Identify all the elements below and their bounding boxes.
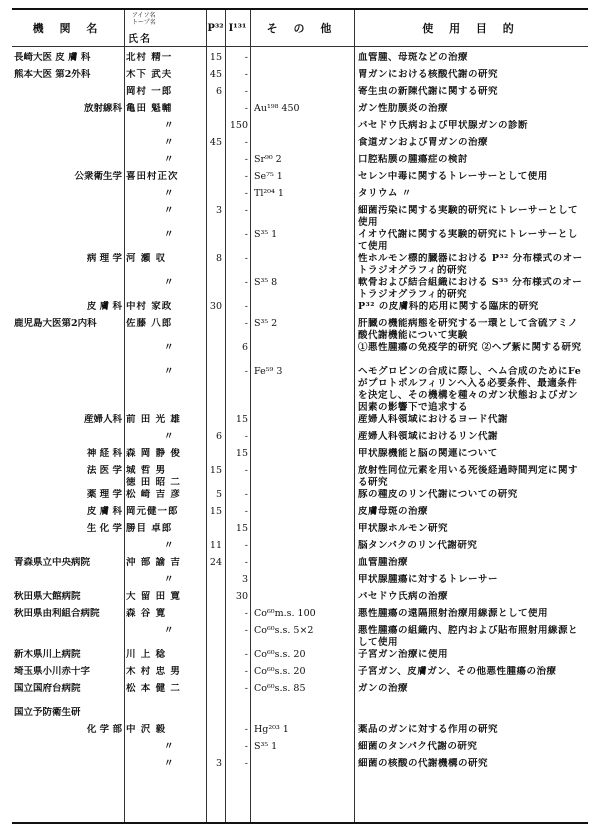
i131-amount-cell: - (244, 557, 248, 568)
other-isotope-cell: Fe⁵⁹ 3 (254, 366, 283, 377)
header-i131: I¹³¹ (228, 22, 247, 34)
table-row (12, 205, 588, 229)
researcher-name-cell: 〃 (164, 188, 175, 199)
other-isotope-cell: Co⁶⁰s.s. 20 (254, 649, 306, 660)
purpose-cell: 皮膚母斑の治療 (358, 506, 429, 517)
table-row (12, 608, 588, 625)
researcher-name-cell: 河 瀬 収 (126, 253, 167, 264)
researcher-name-cell: 〃 (164, 431, 175, 442)
institution-cell: 青森県立中央病院 (14, 557, 91, 568)
p32-amount-cell: 24 (209, 557, 222, 568)
researcher-name-cell: 亀田 魁輔 (126, 103, 173, 114)
table-row (12, 277, 588, 301)
purpose-cell: バセドウ氏病および甲状腺ガンの診断 (358, 120, 529, 131)
i131-amount-cell: - (244, 666, 248, 677)
purpose-cell: セレン中毒に関するトレーサーとして使用 (358, 171, 548, 182)
i131-amount-cell: - (244, 649, 248, 660)
purpose-cell: タリウム 〃 (358, 188, 412, 199)
researcher-name-cell: 〃 (164, 205, 175, 216)
table-row (12, 137, 588, 154)
researcher-name-cell: 〃 (164, 741, 175, 752)
i131-amount-cell: - (244, 277, 248, 288)
purpose-cell: 胃ガンにおける核酸代謝の研究 (358, 69, 499, 80)
i131-amount-cell: - (244, 137, 248, 148)
header-name-cell (124, 10, 206, 46)
other-isotope-cell: Tl²⁰⁴ 1 (254, 188, 284, 199)
i131-amount-cell: 15 (235, 448, 248, 459)
table-row (12, 120, 588, 137)
p32-amount-cell: 15 (209, 465, 222, 476)
researcher-name-cell: 前 田 光 雄 (126, 414, 181, 425)
i131-amount-cell: - (244, 683, 248, 694)
p32-amount-cell: 45 (209, 69, 222, 80)
purpose-cell: 悪性腫瘍の組織内、腔内および貼布照射用線源として使用 (358, 625, 579, 648)
table-row (12, 591, 588, 608)
p32-amount-cell: 6 (215, 431, 222, 442)
purpose-cell: バセドウ氏病の治療 (358, 591, 449, 602)
institution-cell: 埼玉県小川赤十字 (14, 666, 91, 677)
researcher-name-cell: 〃 (164, 154, 175, 165)
purpose-cell: 血管腫治療 (358, 557, 409, 568)
institution-cell: 放射線科 (83, 103, 122, 114)
table-row (12, 758, 588, 775)
header-institution: 機 関 名 (32, 22, 104, 35)
purpose-cell: ガン性肋膜炎の治療 (358, 103, 449, 114)
researcher-name-cell: 〃 (164, 574, 175, 585)
i131-amount-cell: 30 (235, 591, 248, 602)
header-purpose: 使 用 目 的 (422, 22, 520, 35)
purpose-cell: 産婦人科領域におけるヨード代謝 (358, 414, 509, 425)
table-row (12, 540, 588, 557)
researcher-name-cell: 勝目 卓郎 (126, 523, 173, 534)
other-isotope-cell: Hg²⁰³ 1 (254, 724, 289, 735)
p32-amount-cell: 11 (209, 540, 222, 551)
table-row (12, 171, 588, 188)
header-name: 氏名 (128, 34, 152, 45)
purpose-cell: 子宮ガン治療に使用 (358, 649, 449, 660)
researcher-name-cell: 〃 (164, 625, 175, 636)
purpose-cell (358, 707, 586, 724)
institution-cell: 薬 理 学 (86, 489, 122, 500)
researcher-name-cell: 中 沢 毅 (126, 724, 167, 735)
table-row (12, 52, 588, 69)
institution-cell: 皮 膚 科 (86, 506, 122, 517)
purpose-cell: 悪性腫瘍の遠隔照射治療用線源として使用 (358, 608, 549, 619)
i131-amount-cell: - (244, 52, 248, 63)
institution-cell: 秋田県由利組合病院 (14, 608, 100, 619)
institution-cell: 秋田県大館病院 (14, 591, 81, 602)
institution-cell: 法 医 学 (86, 465, 122, 476)
table-row (12, 366, 588, 414)
header-p32: P³² (207, 22, 224, 34)
purpose-cell: ①悪性腫瘍の免疫学的研究 ②ヘプ紫に関する研究 (358, 342, 582, 353)
table-row (12, 301, 588, 318)
purpose-cell: 放射性同位元素を用いる死後経過時間判定に関する研究 (358, 465, 579, 488)
i131-amount-cell: - (244, 188, 248, 199)
purpose-cell: 子宮ガン、皮膚ガン、その他悪性腫瘍の治療 (358, 666, 557, 677)
researcher-name-cell: 城 哲 男 (126, 465, 167, 476)
other-isotope-cell: Se⁷⁵ 1 (254, 171, 283, 182)
table-row (12, 69, 588, 86)
researcher-name-cell: 〃 (164, 366, 175, 377)
i131-amount-cell: 3 (241, 574, 248, 585)
table-row (12, 154, 588, 171)
isotope-usage-table (12, 8, 588, 824)
researcher-name-cell: 木下 武夫 (126, 69, 173, 80)
i131-amount-cell: - (244, 758, 248, 769)
purpose-cell: 口腔粘膜の腫瘍症の検討 (358, 154, 469, 165)
researcher-name-cell: 〃 (164, 342, 175, 353)
researcher-name-cell: 〃 (164, 277, 175, 288)
institution-cell: 神 経 科 (86, 448, 122, 459)
table-row (12, 465, 588, 489)
i131-amount-cell: - (244, 229, 248, 240)
purpose-cell: 肝臓の機能病態を研究する一環として含硫アミノ酸代謝機能について実験 (358, 318, 579, 341)
i131-amount-cell: - (244, 86, 248, 97)
researcher-name-cell: 川 上 稔 (126, 649, 167, 660)
p32-amount-cell: 5 (215, 489, 222, 500)
i131-amount-cell: 15 (235, 414, 248, 425)
i131-amount-cell: 150 (229, 120, 248, 131)
table-row (12, 649, 588, 666)
i131-amount-cell: - (244, 318, 248, 329)
researcher-name-cell: 〃 (164, 229, 175, 240)
table-row (12, 448, 588, 465)
table-row (12, 86, 588, 103)
header-divider (12, 46, 588, 47)
table-row (12, 724, 588, 741)
table-row (12, 557, 588, 574)
institution-cell: 鹿児島大医第2内科 (14, 318, 97, 329)
purpose-cell: ガンの治療 (358, 683, 409, 694)
other-isotope-cell: S³⁵ 2 (254, 318, 278, 329)
i131-amount-cell: - (244, 301, 248, 312)
table-row (12, 188, 588, 205)
purpose-cell: 血管腫、母斑などの治療 (358, 52, 469, 63)
institution-cell: 化 学 部 (86, 724, 122, 735)
researcher-name-cell: 大 留 田 寛 (126, 591, 181, 602)
table-row (12, 253, 588, 277)
purpose-cell: 寄生虫の新陳代謝に関する研究 (358, 86, 499, 97)
other-isotope-cell: S³⁵ 1 (254, 229, 278, 240)
institution-cell: 長崎大医 皮 膚 科 (14, 52, 91, 63)
purpose-cell: ヘモグロビンの合成に際し、ヘム合成のためにFeがプロトポルフィリンへ入る必要条件、最適条件を決定し、その機構を種々のガン状態およびガン因素の影響下で追求する (358, 366, 582, 413)
table-row (12, 342, 588, 366)
other-isotope-cell: Co⁶⁰s.s. 85 (254, 683, 306, 694)
researcher-name-cell: 中村 家政 (126, 301, 173, 312)
p32-amount-cell: 8 (215, 253, 222, 264)
researcher-name-cell: 木 村 忠 男 (126, 666, 181, 677)
i131-amount-cell: 6 (241, 342, 248, 353)
researcher-name-cell: 松 本 健 二 (126, 683, 181, 694)
institution-cell: 産婦人科 (83, 414, 122, 425)
institution-cell: 国立予防衛生研 (14, 707, 81, 718)
researcher-name-cell: 岡元健一郎 (126, 506, 179, 517)
researcher-name-cell: 〃 (164, 540, 175, 551)
table-row (12, 666, 588, 683)
p32-amount-cell: 3 (215, 205, 222, 216)
i131-amount-cell: - (244, 205, 248, 216)
purpose-cell: 細菌のタンパク代謝の研究 (358, 741, 478, 752)
institution-cell: 新木県川上病院 (14, 649, 81, 660)
researcher-name-cell: 北村 精一 (126, 52, 173, 63)
p32-amount-cell: 3 (215, 758, 222, 769)
researcher-name-cell-2: 徳 田 昭 二 (126, 477, 181, 488)
institution-cell: 公衆衛生学 (74, 171, 122, 182)
other-isotope-cell: Au¹⁹⁸ 450 (254, 103, 300, 114)
other-isotope-cell: S³⁵ 1 (254, 741, 278, 752)
other-isotope-cell: Co⁶⁰m.s. 100 (254, 608, 316, 619)
other-isotope-cell: Sr⁹⁰ 2 (254, 154, 282, 165)
i131-amount-cell: - (244, 625, 248, 636)
researcher-name-cell: 沖 部 諭 吉 (126, 557, 181, 568)
institution-cell: 生 化 学 (86, 523, 122, 534)
purpose-cell: イオウ代謝に関する実験的研究にトレーサーとして使用 (358, 229, 578, 252)
i131-amount-cell: - (244, 741, 248, 752)
p32-amount-cell: 6 (215, 86, 222, 97)
i131-amount-cell: - (244, 103, 248, 114)
researcher-name-cell: 喜田村正次 (126, 171, 179, 182)
i131-amount-cell: - (244, 608, 248, 619)
i131-amount-cell: - (244, 465, 248, 476)
institution-cell: 熊本大医 第2外科 (14, 69, 91, 80)
institution-cell: 皮 膚 科 (86, 301, 122, 312)
purpose-cell: 食道ガンおよび胃ガンの治療 (358, 137, 489, 148)
purpose-cell: 軟骨および結合組織における S³⁵ 分布様式のオートラジオグラフィ的研究 (358, 277, 583, 300)
researcher-name-cell: 佐藤 八郎 (126, 318, 173, 329)
table-body (12, 52, 588, 775)
table-row (12, 625, 588, 649)
table-row (12, 414, 588, 431)
table-row (12, 707, 588, 724)
i131-amount-cell: - (244, 171, 248, 182)
i131-amount-cell: - (244, 253, 248, 264)
purpose-cell: 性ホルモン標的臓器における P³² 分布様式のオートラジオグラフィ的研究 (358, 253, 583, 276)
table-row (12, 523, 588, 540)
i131-amount-cell: 15 (235, 523, 248, 534)
researcher-name-cell: 〃 (164, 758, 175, 769)
i131-amount-cell: - (244, 154, 248, 165)
i131-amount-cell: - (244, 506, 248, 517)
header-other: そ の 他 (266, 22, 338, 35)
other-isotope-cell: Co⁶⁰s.s. 20 (254, 666, 306, 677)
table-row (12, 489, 588, 506)
i131-amount-cell: - (244, 724, 248, 735)
table-row (12, 683, 588, 707)
researcher-name-cell: 森 谷 寛 (126, 608, 167, 619)
table-row (12, 574, 588, 591)
researcher-name-cell: 松 崎 吉 彦 (126, 489, 181, 500)
purpose-cell: 甲状腺機能と脳の関連について (358, 448, 498, 459)
p32-amount-cell: 15 (209, 52, 222, 63)
i131-amount-cell: - (244, 489, 248, 500)
purpose-cell: 細菌汚染に関する実験的研究にトレーサーとして使用 (358, 205, 579, 228)
purpose-cell: 脳タンパクのリン代謝研究 (358, 540, 478, 551)
p32-amount-cell: 45 (209, 137, 222, 148)
i131-amount-cell: - (244, 540, 248, 551)
other-isotope-cell: Co⁶⁰s.s. 5×2 (254, 625, 314, 636)
purpose-cell: 薬品のガンに対する作用の研究 (358, 724, 499, 735)
header-isotope-label: アイソ名 トープ名 (132, 12, 156, 26)
other-isotope-cell: S³⁵ 8 (254, 277, 278, 288)
table-row (12, 741, 588, 758)
purpose-cell: 甲状腺ホルモン研究 (358, 523, 449, 534)
table-row (12, 431, 588, 448)
purpose-cell: P³² の皮膚科的応用に関する臨床的研究 (358, 301, 539, 312)
institution-cell: 病 理 学 (86, 253, 122, 264)
purpose-cell: 産婦人科領域におけるリン代謝 (358, 431, 499, 442)
p32-amount-cell: 15 (209, 506, 222, 517)
purpose-cell: 豚の種皮のリン代謝についての研究 (358, 489, 518, 500)
table-row (12, 103, 588, 120)
i131-amount-cell: - (244, 431, 248, 442)
table-row (12, 506, 588, 523)
institution-cell: 国立国府台病院 (14, 683, 81, 694)
researcher-name-cell: 〃 (164, 137, 175, 148)
p32-amount-cell: 30 (209, 301, 222, 312)
researcher-name-cell: 森 岡 静 俊 (126, 448, 181, 459)
table-row (12, 229, 588, 253)
researcher-name-cell: 岡村 一郎 (126, 86, 173, 97)
i131-amount-cell: - (244, 366, 248, 377)
researcher-name-cell: 〃 (164, 120, 175, 131)
table-row (12, 318, 588, 342)
purpose-cell: 甲状腺腫瘍に対するトレーサー (358, 574, 499, 585)
i131-amount-cell: - (244, 69, 248, 80)
purpose-cell: 細菌の核酸の代謝機構の研究 (358, 758, 489, 769)
